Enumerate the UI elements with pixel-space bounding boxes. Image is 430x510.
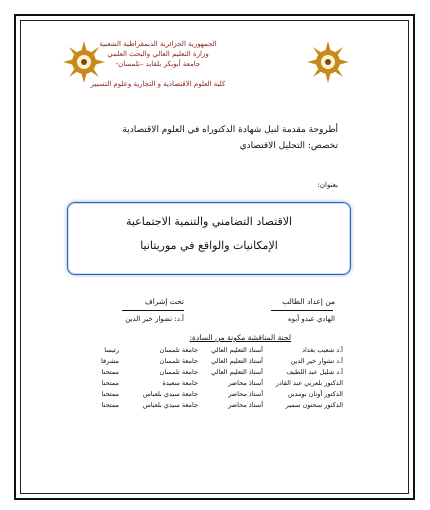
jury-university: جامعة سيدي بلعباس: [142, 390, 198, 398]
header-university: جامعة أبوبكر بلقايد –تلمسان-: [115, 60, 201, 68]
jury-rank: أستاذ التعليم العالي: [211, 357, 263, 365]
divider: [122, 310, 184, 311]
jury-role: ممتحنا: [101, 390, 119, 398]
divider: [271, 310, 333, 311]
jury-rank: أستاذ محاضر: [228, 390, 263, 398]
jury-heading: لجنة المناقشة مكونة من السادة:: [189, 333, 291, 342]
university-emblem-icon: [306, 40, 350, 84]
jury-name: أ.د شليل عبد اللطيف: [286, 368, 343, 376]
jury-rank: أستاذ محاضر: [228, 379, 263, 387]
header-faculty: كلية العلوم الاقتصادية و التجارية وعلوم التسيير: [90, 80, 226, 88]
title-box: [67, 202, 351, 275]
title-line-1: الاقتصاد التضامني والتنمية الاجتماعية: [125, 215, 293, 228]
jury-rank: أستاذ التعليم العالي: [211, 368, 263, 376]
jury-university: جامعة تلمسان: [159, 357, 198, 365]
jury-role: ممتحنا: [101, 401, 119, 409]
student-name: الهادي عبدو أبوه: [287, 315, 335, 323]
jury-name: أ.د شعيب بغداد: [302, 346, 343, 354]
jury-name: الدكتور بلعربي عبد القادر: [275, 379, 343, 387]
jury-role: رئيسا: [104, 346, 119, 354]
jury-name: أ.د تشوار خير الدين: [290, 357, 343, 365]
jury-university: جامعة سيدي بلعباس: [142, 401, 198, 409]
thesis-description: أطروحة مقدمة لنيل شهادة الدكتوراه في العلوم الاقتصادية: [122, 125, 338, 135]
supervisor-name: أ.د: تشوار خير الدين: [125, 315, 184, 323]
header-ministry: وزارة التعليم العالي والبحث العلمي: [107, 50, 209, 58]
jury-name: الدكتور أونان بومدين: [287, 390, 343, 398]
jury-name: الدكتور سحنون سمير: [285, 401, 343, 409]
specialty-line: تخصص: التحليل الاقتصادي: [239, 141, 338, 151]
jury-rank: أستاذ التعليم العالي: [211, 346, 263, 354]
jury-university: جامعة سعيدة: [162, 379, 198, 387]
jury-university: جامعة تلمسان: [159, 346, 198, 354]
jury-role: ممتحنا: [101, 368, 119, 376]
jury-row: [0, 401, 430, 413]
jury-role: مشرفا: [101, 357, 119, 365]
title-line-2: الإمكانيات والواقع في موريتانيا: [140, 239, 278, 252]
header-republic: الجمهورية الجزائرية الديمقراطية الشعبية: [99, 40, 217, 48]
jury-rank: أستاذ محاضر: [228, 401, 263, 409]
jury-role: ممتحنا: [101, 379, 119, 387]
jury-university: جامعة تلمسان: [159, 368, 198, 376]
supervised-by-label: تحت إشراف: [144, 297, 184, 306]
prepared-by-label: من إعداد الطالب: [282, 297, 335, 306]
title-label: بعنوان:: [317, 181, 338, 189]
